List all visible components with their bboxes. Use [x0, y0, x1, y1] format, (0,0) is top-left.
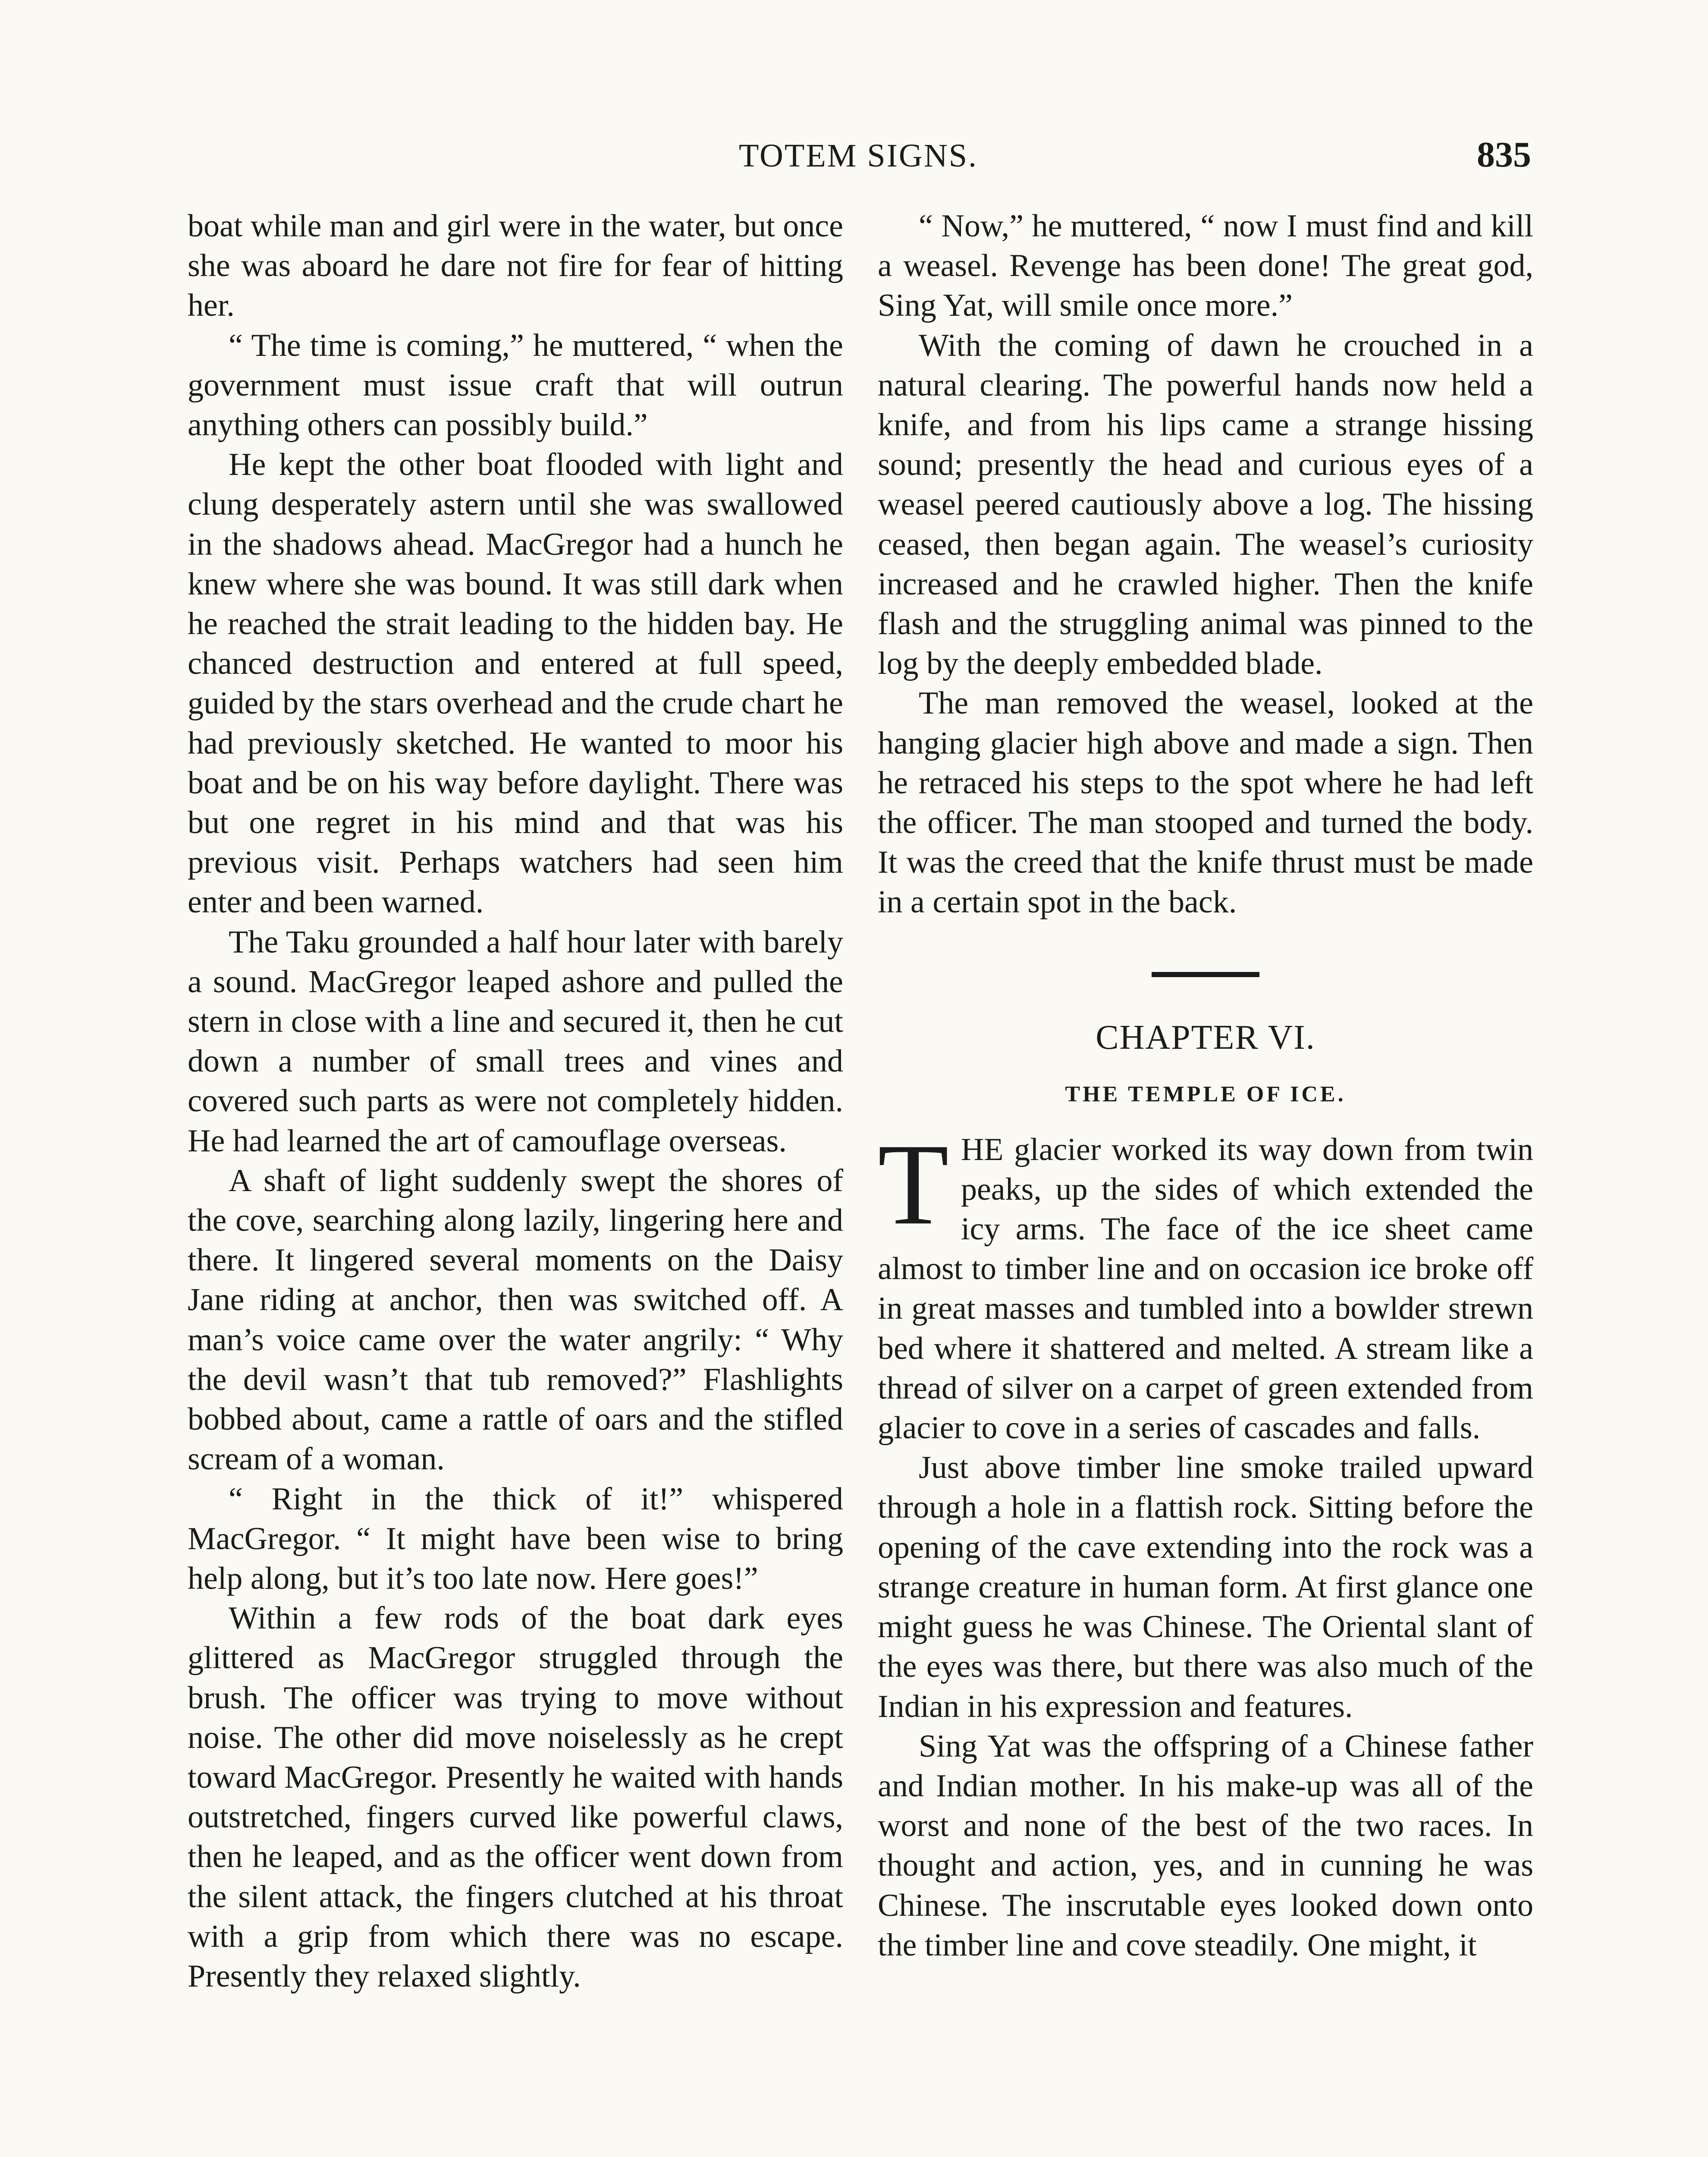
- paragraph: The man removed the weasel, looked at the hanging glacier high above and made a sign. Then he retraced his steps to the spot where he had left the officer. The man stooped and turned the body. It was the creed that the knife thrust must be made in a certain spot in the back.: [878, 685, 1533, 920]
- drop-cap: T: [878, 1119, 949, 1249]
- paragraph: The Taku grounded a half hour later with barely a sound. MacGregor leaped ashore and pulled the stern in close with a line and secured it, then he cut down a number of small trees and vines and covered such parts as were not completely hidden. He had learned the art of camouflage overseas.: [188, 924, 843, 1159]
- paragraph: A shaft of light suddenly swept the shores of the cove, searching along lazily, lingering here and there. It lingered several moments on the Daisy Jane riding at anchor, then was switched off. A man’s voice came over the water angrily: “ Why the devil wasn’t that tub removed?” Flashlights bobbed about, came a rattle of oars and the stifled scream of a woman.: [188, 1163, 843, 1477]
- paragraph: Sing Yat was the offspring of a Chinese father and Indian mother. In his make-up was all of the worst and none of the best of the two races. In thought and action, yes, and in cunning he was Chinese. The inscrutable eyes looked down onto the timber line and cove steadily. One might, it: [878, 1728, 1533, 1963]
- chapter-subtitle: THE TEMPLE OF ICE.: [1065, 1082, 1346, 1107]
- opening-text: HE glacier worked its way down from twin peaks, up the sides of which extended the icy arms. The face of the ice sheet came almost to timber line and on occasion ice broke off in great masses and tumbled into a bowlder strewn bed where it shattered and melted. A stream like a thread of silver on a carpet of green extended from glacier to cove in a series of cascades and falls.: [878, 1132, 1533, 1446]
- paragraph: “ The time is coming,” he muttered, “ when the government must issue craft that will outrun anything others can possibly build.”: [188, 327, 843, 443]
- right-column: [878, 206, 1533, 1965]
- paragraph: Within a few rods of the boat dark eyes glittered as MacGregor struggled through the brush. The officer was trying to move without noise. The other did move noiselessly as he crept toward MacGregor. Presently he waited with hands outstretched, fingers curved like powerful claws, then he leaped, and as the officer went down from the silent attack, the fingers clutched at his throat with a grip from which there was no escape. Presently they relaxed slightly.: [188, 1600, 843, 1994]
- page-number: 835: [1477, 135, 1531, 175]
- chapter-title: CHAPTER VI.: [1096, 1018, 1316, 1056]
- left-column: [188, 206, 843, 1996]
- page-header: [185, 137, 1531, 185]
- section-divider: [1152, 972, 1259, 977]
- paragraph: With the coming of dawn he crouched in a natural clearing. The powerful hands now held a knife, and from his lips came a strange hissing sound; presently the head and curious eyes of a weasel peered cautiously above a log. The hissing ceased, then began again. The weasel’s curiosity increased and he crawled higher. Then the knife flash and the struggling animal was pinned to the log by the deeply embedded blade.: [878, 327, 1533, 682]
- paragraph: Just above timber line smoke trailed upward through a hole in a flattish rock. Sitting before the opening of the cave extending into the rock was a strange creature in human form. At first glance one might guess he was Chinese. The Oriental slant of the eyes was there, but there was also much of the Indian in his expression and features.: [878, 1450, 1533, 1724]
- paragraph: “ Right in the thick of it!” whispered MacGregor. “ It might have been wise to bring help along, but it’s too late now. Here goes!”: [188, 1481, 843, 1596]
- paragraph: boat while man and girl were in the water, but once she was aboard he dare not fire for fear of hitting her.: [188, 208, 843, 324]
- chapter-opening-paragraph: [878, 1119, 1533, 1448]
- paragraph: He kept the other boat flooded with light and clung desperately astern until she was swallowed in the shadows ahead. MacGregor had a hunch he knew where she was bound. It was still dark when he reached the strait leading to the hidden bay. He chanced destruction and entered at full speed, guided by the stars overhead and the crude chart he had previously sketched. He wanted to moor his boat and be on his way before daylight. There was but one regret in his mind and that was his previous visit. Perhaps watchers had seen him enter and been warned.: [188, 447, 843, 920]
- running-head: TOTEM SIGNS.: [739, 138, 978, 174]
- paragraph: “ Now,” he muttered, “ now I must find and kill a weasel. Revenge has been done! The great god, Sing Yat, will smile once more.”: [878, 208, 1533, 324]
